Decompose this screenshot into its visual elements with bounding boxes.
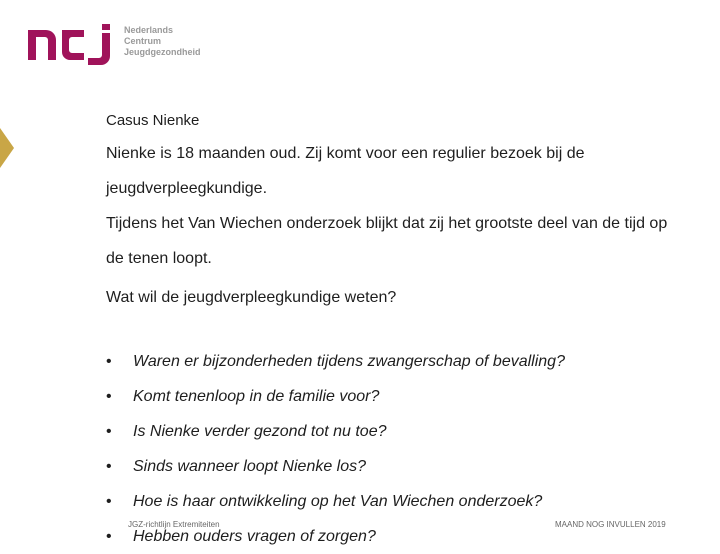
list-item bbox=[106, 344, 696, 379]
list-item-text: Waren er bijzonderheden tijdens zwangerschap of bevalling? bbox=[133, 353, 565, 370]
logo-line-1: Nederlands bbox=[124, 25, 174, 35]
list-item-text: Komt tenenloop in de familie voor? bbox=[133, 388, 380, 405]
list-item bbox=[106, 414, 696, 449]
logo-line-3: Jeugdgezondheid bbox=[124, 47, 201, 57]
list-item-text: Sinds wanneer loopt Nienke los? bbox=[133, 458, 367, 475]
bullet-icon: • bbox=[106, 528, 112, 545]
list-item-text: Hebben ouders vragen of zorgen? bbox=[133, 528, 376, 545]
list-item-text: Hoe is haar ontwikkeling op het Van Wiechen onderzoek? bbox=[133, 493, 543, 510]
list-item bbox=[106, 484, 696, 519]
paragraph-intro: Nienke is 18 maanden oud. Zij komt voor een regulier bezoek bij de jeugdverpleegkundige. bbox=[106, 145, 585, 197]
bullet-icon: • bbox=[106, 493, 112, 510]
paragraph-question: Wat wil de jeugdverpleegkundige weten? bbox=[106, 289, 397, 306]
footer-guideline: JGZ-richtlijn Extremiteiten bbox=[128, 520, 220, 529]
bullet-icon: • bbox=[106, 458, 112, 475]
bullet-icon: • bbox=[106, 388, 112, 405]
list-item-text: Is Nienke verder gezond tot nu toe? bbox=[133, 423, 387, 440]
list-item bbox=[106, 449, 696, 484]
bullet-icon: • bbox=[106, 353, 112, 370]
logo-wordmark bbox=[124, 25, 201, 58]
logo-line-2: Centrum bbox=[124, 36, 162, 46]
footer-date: MAAND NOG INVULLEN 2019 bbox=[555, 520, 666, 529]
ncj-logo-mark bbox=[28, 24, 120, 66]
list-item bbox=[106, 379, 696, 414]
paragraph-observation: Tijdens het Van Wiechen onderzoek blijkt dat zij het grootste deel van de tijd op de tenen loopt. bbox=[106, 215, 668, 267]
bullet-icon: • bbox=[106, 423, 112, 440]
slide-body bbox=[106, 108, 686, 315]
slide-heading: Casus Nienke bbox=[106, 112, 200, 129]
slide-marker-arrow-icon bbox=[0, 128, 14, 168]
